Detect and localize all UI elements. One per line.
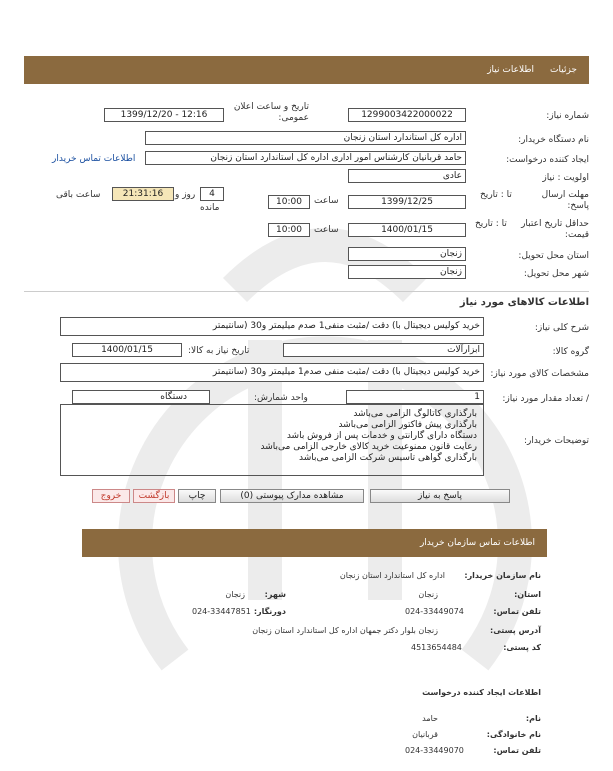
city-field: زنجان	[348, 265, 466, 279]
contact-phone-value: 024-33449074	[405, 607, 464, 616]
need-date-label: تاریخ نیاز به کالا:	[188, 346, 250, 356]
contact-header-bar	[82, 529, 547, 557]
contact-city-label: شهر:	[264, 590, 286, 599]
quantity-field: 1	[346, 390, 484, 404]
creator-family-label: نام خانوادگی:	[486, 730, 541, 739]
days-remaining-field: 4	[200, 187, 224, 201]
buyer-field: اداره کل استاندارد استان زنجان	[145, 131, 466, 145]
contact-province-label: استان:	[514, 590, 541, 599]
tab-details[interactable]: جزئیات	[550, 65, 577, 75]
unit-label: واحد شمارش:	[254, 393, 308, 403]
creator-name-value: حامد	[422, 714, 438, 723]
goods-section-title: اطلاعات کالاهای مورد نیاز	[459, 297, 589, 308]
quantity-label: / تعداد مقدار مورد نیاز:	[502, 394, 589, 404]
contact-address-value: زنجان بلوار دکتر جمهان اداره کل استاندارد استان زنجان	[252, 626, 438, 635]
need-number-field: 1299003422000022	[348, 108, 466, 122]
announce-label: تاریخ و ساعت اعلان عمومی:	[233, 102, 309, 123]
contact-city-value: زنجان	[225, 590, 245, 599]
contact-address-label: آدرس پستی:	[490, 626, 541, 635]
group-field: ابزارآلات	[283, 343, 484, 357]
province-label: استان محل تحویل:	[518, 251, 589, 261]
note-line: دستگاه دارای گارانتی و خدمات پس از فروش باشد	[286, 431, 477, 441]
creator-label: ایجاد کننده درخواست:	[506, 155, 589, 165]
unit-field: دستگاه	[72, 390, 210, 404]
note-line: بارگذاری کاتالوگ الزامی می‌باشد	[353, 409, 477, 419]
validity-label: حداقل تاریخ اعتبار قیمت:	[521, 219, 589, 240]
buyer-label: نام دستگاه خریدار:	[518, 135, 589, 145]
creator-name-label: نام:	[525, 714, 541, 723]
contact-header-title: اطلاعات تماس سازمان خریدار	[419, 538, 535, 548]
announce-field: 1399/12/20 - 12:16	[104, 108, 224, 122]
note-line: بارگذاری گواهی تاسیس شرکت الزامی می‌باشد	[299, 453, 477, 463]
tab-need-info[interactable]: اطلاعات نیاز	[487, 65, 534, 75]
deadline-to-date-label: تا : تاریخ	[480, 190, 512, 200]
validity-time-label: ساعت	[314, 225, 339, 235]
creator-field: حامد قربانیان کارشناس امور اداری اداره کل استاندارد استان زنجان	[145, 151, 466, 165]
divider	[24, 291, 589, 292]
contact-province-value: زنجان	[418, 590, 438, 599]
priority-label: اولویت : نیاز	[542, 173, 589, 183]
remaining-label: ساعت باقی	[56, 190, 101, 200]
group-label: گروه کالا:	[552, 347, 589, 357]
exit-button[interactable]: خروج	[92, 489, 130, 503]
need-number-label: شماره نیاز:	[546, 111, 589, 121]
org-label: نام سازمان خریدار:	[464, 571, 541, 580]
deadline-date-field: 1399/12/25	[348, 195, 466, 209]
buyer-contact-link[interactable]: اطلاعات تماس خریدار	[52, 154, 136, 164]
validity-time-field: 10:00	[268, 223, 310, 237]
summary-label: شرح کلی نیاز:	[534, 323, 589, 333]
validity-date-field: 1400/01/15	[348, 223, 466, 237]
deadline-time-label: ساعت	[314, 196, 339, 206]
province-field: زنجان	[348, 247, 466, 261]
spec-field: خرید کولیس دیجیتال با) دقت /مثبت منفی صدم1 میلیمتر و30 (سانتیمتر	[60, 363, 484, 382]
contact-postal-label: کد پستی:	[503, 643, 541, 652]
validity-to-date-label: تا : تاریخ	[475, 219, 507, 229]
contact-fax-value: 024-33447851	[192, 607, 251, 616]
summary-field: خرید کولیس دیجیتال با) دقت /مثبت منفی1 صدم میلیمتر و30 (سانتیمتر	[60, 317, 484, 336]
view-attachments-button[interactable]: مشاهده مدارک پیوستی (0)	[220, 489, 364, 503]
creator-info-header: اطلاعات ایجاد کننده درخواست	[422, 688, 541, 697]
remaining-time-field: 21:31:16	[112, 187, 174, 201]
creator-family-value: قربانیان	[412, 730, 438, 739]
contact-fax-label: دورنگار:	[253, 607, 286, 616]
buyer-notes-box	[60, 404, 484, 476]
deadline-label: مهلت ارسال پاسخ:	[541, 190, 589, 211]
org-value: اداره کل استاندارد استان زنجان	[339, 571, 445, 580]
note-line: رعایت قانون ممنوعیت خرید کالای خارجی الزامی می‌باشد	[260, 442, 477, 452]
print-button[interactable]: چاپ	[178, 489, 216, 503]
days-label: روز و	[175, 190, 196, 200]
remaining-label-2: مانده	[200, 203, 220, 213]
buyer-notes-label: توضیحات خریدار:	[523, 436, 589, 446]
contact-phone-label: تلفن تماس:	[493, 607, 541, 616]
priority-field: عادی	[348, 169, 466, 183]
need-date-field: 1400/01/15	[72, 343, 182, 357]
note-line: بارگذاری پیش فاکتور الزامی می‌باشد	[338, 420, 477, 430]
deadline-time-field: 10:00	[268, 195, 310, 209]
contact-postal-value: 4513654484	[411, 643, 462, 652]
spec-label: مشخصات کالای مورد نیاز:	[490, 369, 589, 379]
back-button[interactable]: بازگشت	[133, 489, 175, 503]
reply-button[interactable]: پاسخ به نیاز	[370, 489, 510, 503]
city-label: شهر محل تحویل:	[523, 269, 589, 279]
creator-phone-label: تلفن تماس:	[493, 746, 541, 755]
page-header-bar	[24, 56, 589, 84]
creator-phone-value: 024-33449070	[405, 746, 464, 755]
